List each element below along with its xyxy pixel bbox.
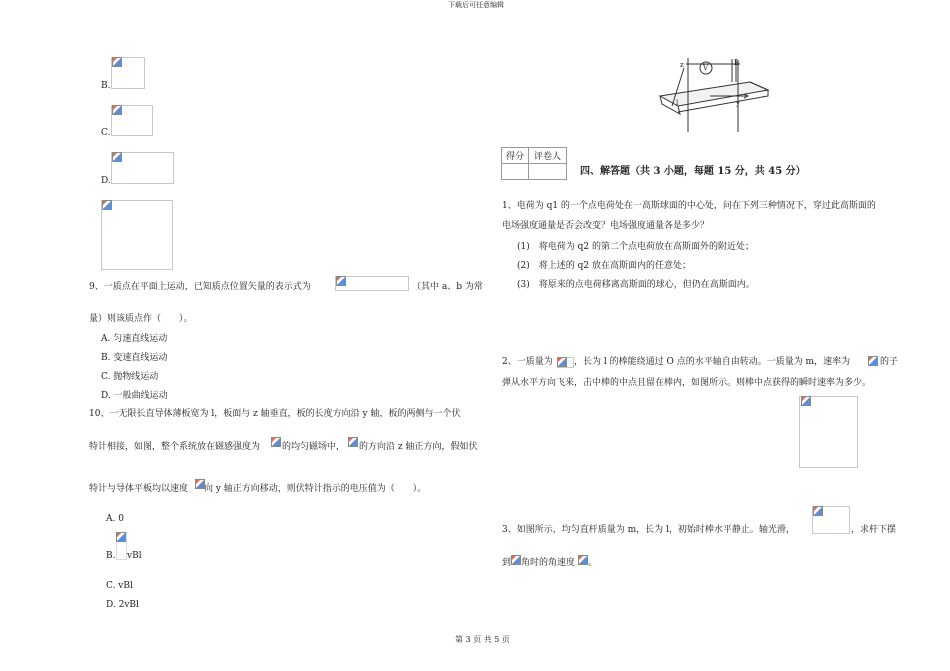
- q10-option-a: A. 0: [106, 514, 124, 524]
- broken-image-icon: [102, 200, 112, 210]
- q10-line3-a: 特计与导体平板均以速度: [89, 484, 189, 494]
- figure-image: [101, 200, 173, 270]
- fig-label-y: y: [736, 99, 740, 107]
- q9-line1-prefix: 9、一质点在平面上运动，已知质点位置矢量的表示式为: [89, 282, 311, 292]
- r-q2-figure-image: [799, 396, 858, 468]
- q10-option-b: B.: [106, 551, 116, 561]
- q10-option-b-text: vBl: [127, 551, 142, 561]
- broken-image-icon: [112, 57, 122, 67]
- broken-image-icon: [112, 105, 122, 115]
- q10-option-c: C. vBl: [106, 581, 133, 591]
- broken-image-icon: [578, 555, 588, 565]
- r-q1-item1: (1) 将电荷为 q2 的第二个点电荷放在高斯面外的附近处；: [517, 242, 754, 252]
- broken-image-icon: [112, 152, 122, 162]
- q10-option-d: D. 2vBl: [106, 600, 139, 610]
- broken-image-icon: [511, 555, 521, 565]
- option-d-label: D.: [101, 176, 111, 186]
- score-cell: 得分: [502, 148, 529, 164]
- fig-label-z: z: [680, 61, 684, 69]
- broken-image-icon: [271, 437, 281, 447]
- broken-image-icon: [195, 479, 205, 489]
- broken-image-icon: [348, 437, 358, 447]
- r-q3-line1-b: ，求杆下摆: [851, 525, 897, 535]
- q10-line2-c: 的方向沿 z 轴正方向，假如伏: [359, 442, 478, 452]
- r-q2-line1-a: 2、一质量为: [502, 357, 553, 367]
- score-table: [501, 147, 567, 180]
- option-c-label: C.: [101, 128, 111, 138]
- grader-blank[interactable]: [529, 164, 567, 180]
- r-q3-line2-c: 。: [588, 558, 598, 568]
- voltmeter-figure: [650, 56, 772, 134]
- grader-cell: 评卷人: [529, 148, 567, 164]
- fig-label-l: l: [676, 99, 679, 107]
- q9-option-c: C. 抛物线运动: [101, 372, 159, 382]
- r-q1-item2: (2) 将上述的 q2 放在高斯面内的任意处；: [517, 261, 691, 271]
- r-q2-line1-b: ，长为 l 的棒能绕通过 O 点的水平轴自由转动。一质量为 m，速率为: [574, 357, 851, 367]
- q9-formula-image: [335, 276, 409, 291]
- fig-label-v: V: [703, 64, 709, 72]
- broken-image-icon: [336, 276, 346, 286]
- q10-line2-b: 的均匀磁场中，: [282, 442, 346, 452]
- q9-option-a: A. 匀速直线运动: [101, 334, 168, 344]
- r-q2-line1-c: 的子: [880, 357, 899, 367]
- r-q1-item3: (3) 将原来的点电荷移离高斯面的球心，但仍在高斯面内。: [517, 280, 755, 290]
- q10-line1: 10、一无限长直导体薄板宽为 l，板面与 z 轴垂直，板的长度方向沿 y 轴，板的两侧与一个伏: [89, 409, 461, 419]
- broken-image-icon: [868, 356, 878, 366]
- r-q1-line2: 电场强度通量是否会改变？电场强度通量各是多少？: [502, 221, 710, 231]
- q10-line3-b: 向 y 轴正方向移动，则伏特计指示的电压值为（ ）。: [204, 484, 427, 494]
- page-footer: 第 3 页 共 5 页: [455, 635, 510, 644]
- r-q3-line1-a: 3、如图所示，均匀直杆质量为 m，长为 l，初始时棒水平静止。轴光滑，: [502, 525, 795, 535]
- q9-option-d: D. 一般曲线运动: [101, 391, 168, 401]
- page-header: 下载后可任意编辑: [448, 1, 504, 9]
- option-b-label: B.: [101, 81, 111, 91]
- broken-image-icon: [801, 396, 811, 406]
- broken-image-icon: [813, 506, 823, 516]
- section-title: 四、解答题（共 3 小题，每题 15 分，共 45 分）: [580, 166, 806, 177]
- score-blank[interactable]: [502, 164, 529, 180]
- q9-line1-suffix: （其中 a、b 为常: [412, 282, 483, 292]
- fig-label-b: B: [734, 59, 740, 67]
- q9-line2: 量）则该质点作（ ）。: [89, 314, 193, 324]
- broken-image-icon: [116, 532, 126, 542]
- broken-image-icon: [557, 357, 567, 367]
- r-q2-line2: 弹从水平方向飞来，击中棒的中点且留在棒内，如图所示。则棒中点获得的瞬时速率为多少。: [502, 378, 872, 388]
- r-q1-line1: 1、电荷为 q1 的一个点电荷处在一高斯球面的中心处，问在下列三种情况下，穿过此高斯面的: [502, 201, 876, 211]
- r-q3-line2-a: 到: [502, 558, 512, 568]
- r-q3-line2-b: 角时的角速度: [521, 558, 576, 568]
- q9-option-b: B. 变速直线运动: [101, 353, 168, 363]
- q10-line2-a: 特计相接，如图，整个系统放在磁感强度为: [89, 442, 261, 452]
